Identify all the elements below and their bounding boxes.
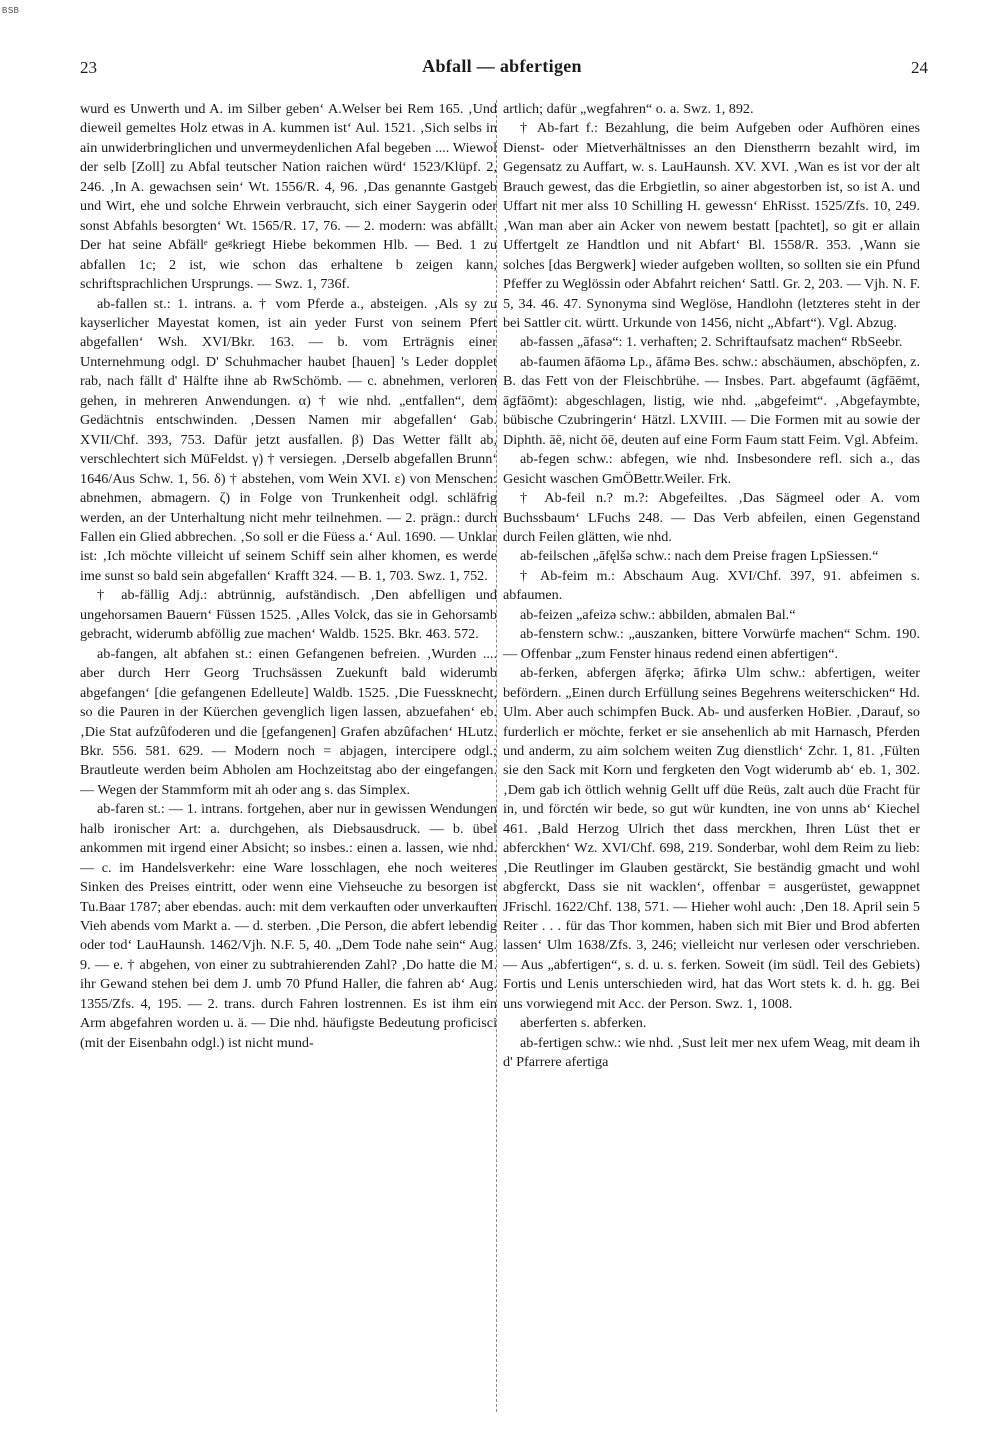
entry-ab-fegen: ab-fegen schw.: abfegen, wie nhd. Insbesondere refl. sich a., das Gesicht waschen GmÖBettr.Weiler. Frk. (503, 451, 920, 487)
page-header (72, 56, 932, 82)
entry-ab-feil: † Ab-feil n.? m.?: Abgefeiltes. ‚Das Sägmeel oder A. vom Buchssbaum‘ LFuchs 248. — Das Verb abfeilen, einen Gegenstand durch Feilen glätten, wie nhd. (503, 490, 920, 545)
entry-ab-fallen: ab-fallen st.: 1. intrans. a. † vom Pferde a., absteigen. ‚Als sy zu kayserlicher Mayestat komen, ist ain yeder Furst von seinem Pfert abgefallen‘ Wsh. XVI/Bkr. 163. — b. vom Erträgnis einer Unternehmung odgl. D' Schuhmacher haubet [hauen] 's Leder dopplet rab, nach fällt d' Hälfte ihne ab RwSchömb. — c. abnehmen, verloren gehen, in mehreren Anwendungen. α) † wie nhd. „entfallen“, dem Gedächtnis entschwinden. ‚Dessen Namen mir abgefallen‘ Gab. XVII/Chf. 393, 753. Dafür jetzt ausfallen. β) Das Wetter fällt ab, verschlechtert sich MüFeldst. γ) † versiegen. ‚Derselb abgefallen Brunn‘ 1646/Aus Schw. 1, 56. δ) † abstehen, vom Wein XVI. ε) von Menschen: abnehmen, abmagern. ζ) in Folge von Trunkenheit odgl. schläfrig werden, an der Unterhaltung nicht mehr teilnehmen. — 2. prägn.: durch Fallen ein Glied abbrechen. ‚So soll er die Füess a.‘ Aul. 1690. — Unklar ist: ‚Ich möchte villeicht uf seinem Schiff sein alher khomen, es werde ime sunst so bald sein abgefallen‘ Krafft 324. — B. 1, 703. Swz. 1, 752. (80, 295, 497, 584)
entry-ab-fertigen: ab-fertigen schw.: wie nhd. ‚Sust leit mer nex ufem Weag, mit deam ih d' Pfarrere afertiga (503, 1034, 920, 1071)
page-number-right: 24 (911, 58, 928, 77)
entry-ab-faren: ab-faren st.: — 1. intrans. fortgehen, aber nur in gewissen Wendungen halb ironischer Art: a. durchgehen, als Diebsausdruck. — b. übel ankommen mit irgend einer Absicht; so insbes.: einen a. lassen, wie nhd. — c. im Handelsverkehr: eine Ware losschlagen, ehe noch weiteres Sinken des Preises eintritt, oder wenn eine Viehseuche zu besorgen ist Tu.Baar 1787; aber ebendas. auch: mit dem verkauften oder unverkauften Vieh abends vom Markt a. — d. sterben. ‚Die Person, die abfert lebendig oder tod‘ LauHaunsh. 1462/Vjh. N.F. 5, 40. „Dem Tode nahe sein“ Aug. 9. — e. † abgehen, von einer zu subtrahierenden Zahl? ‚Do hatte die M. ihr Gewand stehen bei dem J. umb 70 Pfund Haller, die fahren ab‘ Aug. 1355/Zfs. 4, 195. — 2. trans. durch Fahren lostrennen. Es ist ihm ein Arm abgefahren worden u. ä. — Die nhd. häufigste Bedeutung proficisci (mit der Eisenbahn odgl.) ist nicht mund- (80, 801, 497, 1051)
entry-ab-faren-continued: artlich; dafür „wegfahren“ o. a. Swz. 1, 892. (503, 101, 754, 117)
entry-ab-faellig: † ab-fällig Adj.: abtrünnig, aufständisch. ‚Den abfelligen und ungehorsamen Bauern‘ Füssen 1525. ‚Alles Volck, das sie in Gehorsamb gebracht, widerumb abföllig zue machen‘ Waldb. 1525. Bkr. 463. 572. (80, 587, 497, 643)
running-head: Abfall — abfertigen (422, 56, 582, 76)
source-stamp: BSB (2, 6, 20, 15)
entry-ab-fenstern: ab-fenstern schw.: „auszanken, bittere Vorwürfe machen“ Schm. 190. — Offenbar „zum Fenster hinaus redend einen abfertigen“. (503, 626, 920, 662)
entry-ab-feizen: ab-feizen „afeizə schw.: abbilden, abmalen Bal.“ (520, 606, 796, 623)
entry-ab-feilschen: ab-feilschen „āfęlšə schw.: nach dem Preise fragen LpSiessen.“ (520, 548, 879, 565)
entry-aberferten: aberferten s. abferken. (520, 1015, 647, 1032)
entry-ab-fart: † Ab-fart f.: Bezahlung, die beim Aufgeben oder Aufhören eines Dienst- oder Mietverhältnisses an den Dienstherrn bezahlt wird, im Gegensatz zu Auffart, w. s. LauHaunsh. XV. XVI. ‚Wan es ist vor der alt Brauch gewest, das die Erbgietlin, so ainer abgestorben ist, so ist A. und Uffart nit mer alss 10 Schilling H. gewessn‘ EhRisst. 1525/Zfs. 10, 249. ‚Wan man aber ain Acker von newem bestatt [pachtet], so git er allain Uffertgelt ze Handtlon und nit Abfart‘ Bl. 1558/R. 353. ‚Wann sie solches [das Bergwerk] wieder aufgeben wollten, so sollten sie ein Pfund Pfeffer zu Weglössin oder Abfahrt reichen‘ Sattl. Gr. 2, 203. — Vjh. N. F. 5, 34. 46. 47. Synonyma sind Weglöse, Handlohn (letzteres steht in der bei Sattler cit. württ. Urkunde von 1456, nicht „Abfart“). Vgl. Abzug. (503, 120, 920, 331)
entry-ab-fangen: ab-fangen, alt abfahen st.: einen Gefangenen befreien. ‚Wurden .... aber durch Herr Georg Truchsässen Zuekunft bald widerumb abgefangen‘ [die gefangenen Edelleute] Waldb. 1525. ‚Die Fuessknecht, so die Pauren in der Küerchen gevenglich ligen lassen, abzuefahen‘ eb. ‚Die Stat aufzûfoderen und die [gefangenen] Grafen abzûfachen‘ HLutz. Bkr. 556. 581. 629. — Modern noch = abjagen, intercipere odgl.; Brautleute werden beim Abholen am Hochzeitstag abo der eingefangen. — Wegen der Stammform mit ah oder ang s. das Simplex. (80, 645, 497, 798)
entry-ab-faumen: ab-faumen āfāomə Lp., āfāmə Bes. schw.: abschäumen, abschöpfen, z. B. das Fett von der Fleischbrühe. — Insbes. Part. abgefaumt (āgfāēmt, āgfāōmt): abgeschlagen, listig, wie nhd. „abgefeimt“. ‚Abgefaymbte, bübische Czubringerin‘ Hätzl. LXVIII. — Die Formen mit au sowie der Diphth. āē, nicht ōē, deuten auf eine Form Faum statt Feim. Vgl. Abfeim. (503, 353, 920, 448)
entry-ab-feim: † Ab-feim m.: Abschaum Aug. XVI/Chf. 397, 91. abfeimen s. abfaumen. (503, 567, 920, 604)
entry-ab-ferken: ab-ferken, abfergen āfęrkə; āfirkə Ulm schw.: abfertigen, weiter befördern. „Einen durch Erfüllung seines Begehrens weiterschicken“ Hd. Ulm. Aber auch schimpfen Buck. Ab- und ausferken HoBier. ‚Darauf, so furderlich er möchte, ferket er sie ansehenlich ab mit Harnasch, Pferden und anderm, zu aim solchem weiten Zug dienstlich‘ Zchr. 1, 81. ‚Fülten sie den Sack mit Korn und fergketen den Vogt widerumb ab‘ eb. 1, 302. ‚Dem gab ich öttlich wehnig Gellt uff düe Reüs, zalt auch düe Fracht für in, und förctén wir bede, so gut wür kundten, ine von unns ab‘ Kiechel 461. ‚Bald Herzog Ulrich thet dass merckhen, Ihren Lüst thet er abferckhen‘ Wz. XVI/Chf. 698, 219. Sonderbar, wohl dem Reim zu lieb: ‚Die Reutlinger im Glauben gestärckt, Sie beständig gmacht und wohl abgferckt, Dass sie nit wacklen‘, offenbar = ausgerüstet, gewappnet JFrischl. 1622/Chf. 138, 571. — Hieher wohl auch: ‚Den 18. April sein 5 Reiter . . . für das Thor kommen, haben sich mit Bier und Brod abferten lassen‘ Ulm 1638/Zfs. 3, 246; vielleicht nur verlesen oder verschrieben. — Aus „abfertigen“, s. d. u. s. ferken. Soweit (im südl. Teil des Gebiets) Fortis und Lenis unterschieden wird, hat das Wort stets k. d. h. gg. Bei uns vorwiegend mit Acc. der Person. Swz. 1, 1008. (503, 665, 920, 1012)
column-divider (496, 100, 497, 1412)
entry-ab-fassen: ab-fassen „āfasə“: 1. verhaften; 2. Schriftaufsatz machen“ RbSeebr. (520, 334, 903, 351)
entry-abfall-continued: wurd es Unwerth und A. im Silber geben‘ A.Welser bei Rem 165. ‚Und dieweil gemeltes Holz etwas in A. kummen ist‘ Aul. 1521. ‚Sich selbs in ain unwiderbringlichen und unvermeydenlichen Afal begeben .... Wiewol der selb [Zoll] zu Abfal teutscher Nation raichen würd‘ 1523/Klüpf. 2, 246. ‚In A. gewachsen sein‘ Wt. 1556/R. 4, 96. ‚Das genannte Gastgeb und Wirt, ehe und solche Ehrwein verbraucht, sich einer Saygerin oder sonst Abfahls besorgten‘ Wt. 1565/R. 17, 76. — 2. modern: was abfällt. Der hat seine Abfällᵉ geᵍkriegt Hiebe bekommen Hlb. — Bed. 1 zu abfallen 1c; 2 ist, wie schon das erhaltene b zeigen kann, schriftsprachlichen Ursprungs. — Swz. 1, 736f. (80, 101, 497, 293)
right-column (503, 100, 920, 1418)
left-column (80, 100, 497, 1418)
page-number-left: 23 (80, 58, 97, 77)
